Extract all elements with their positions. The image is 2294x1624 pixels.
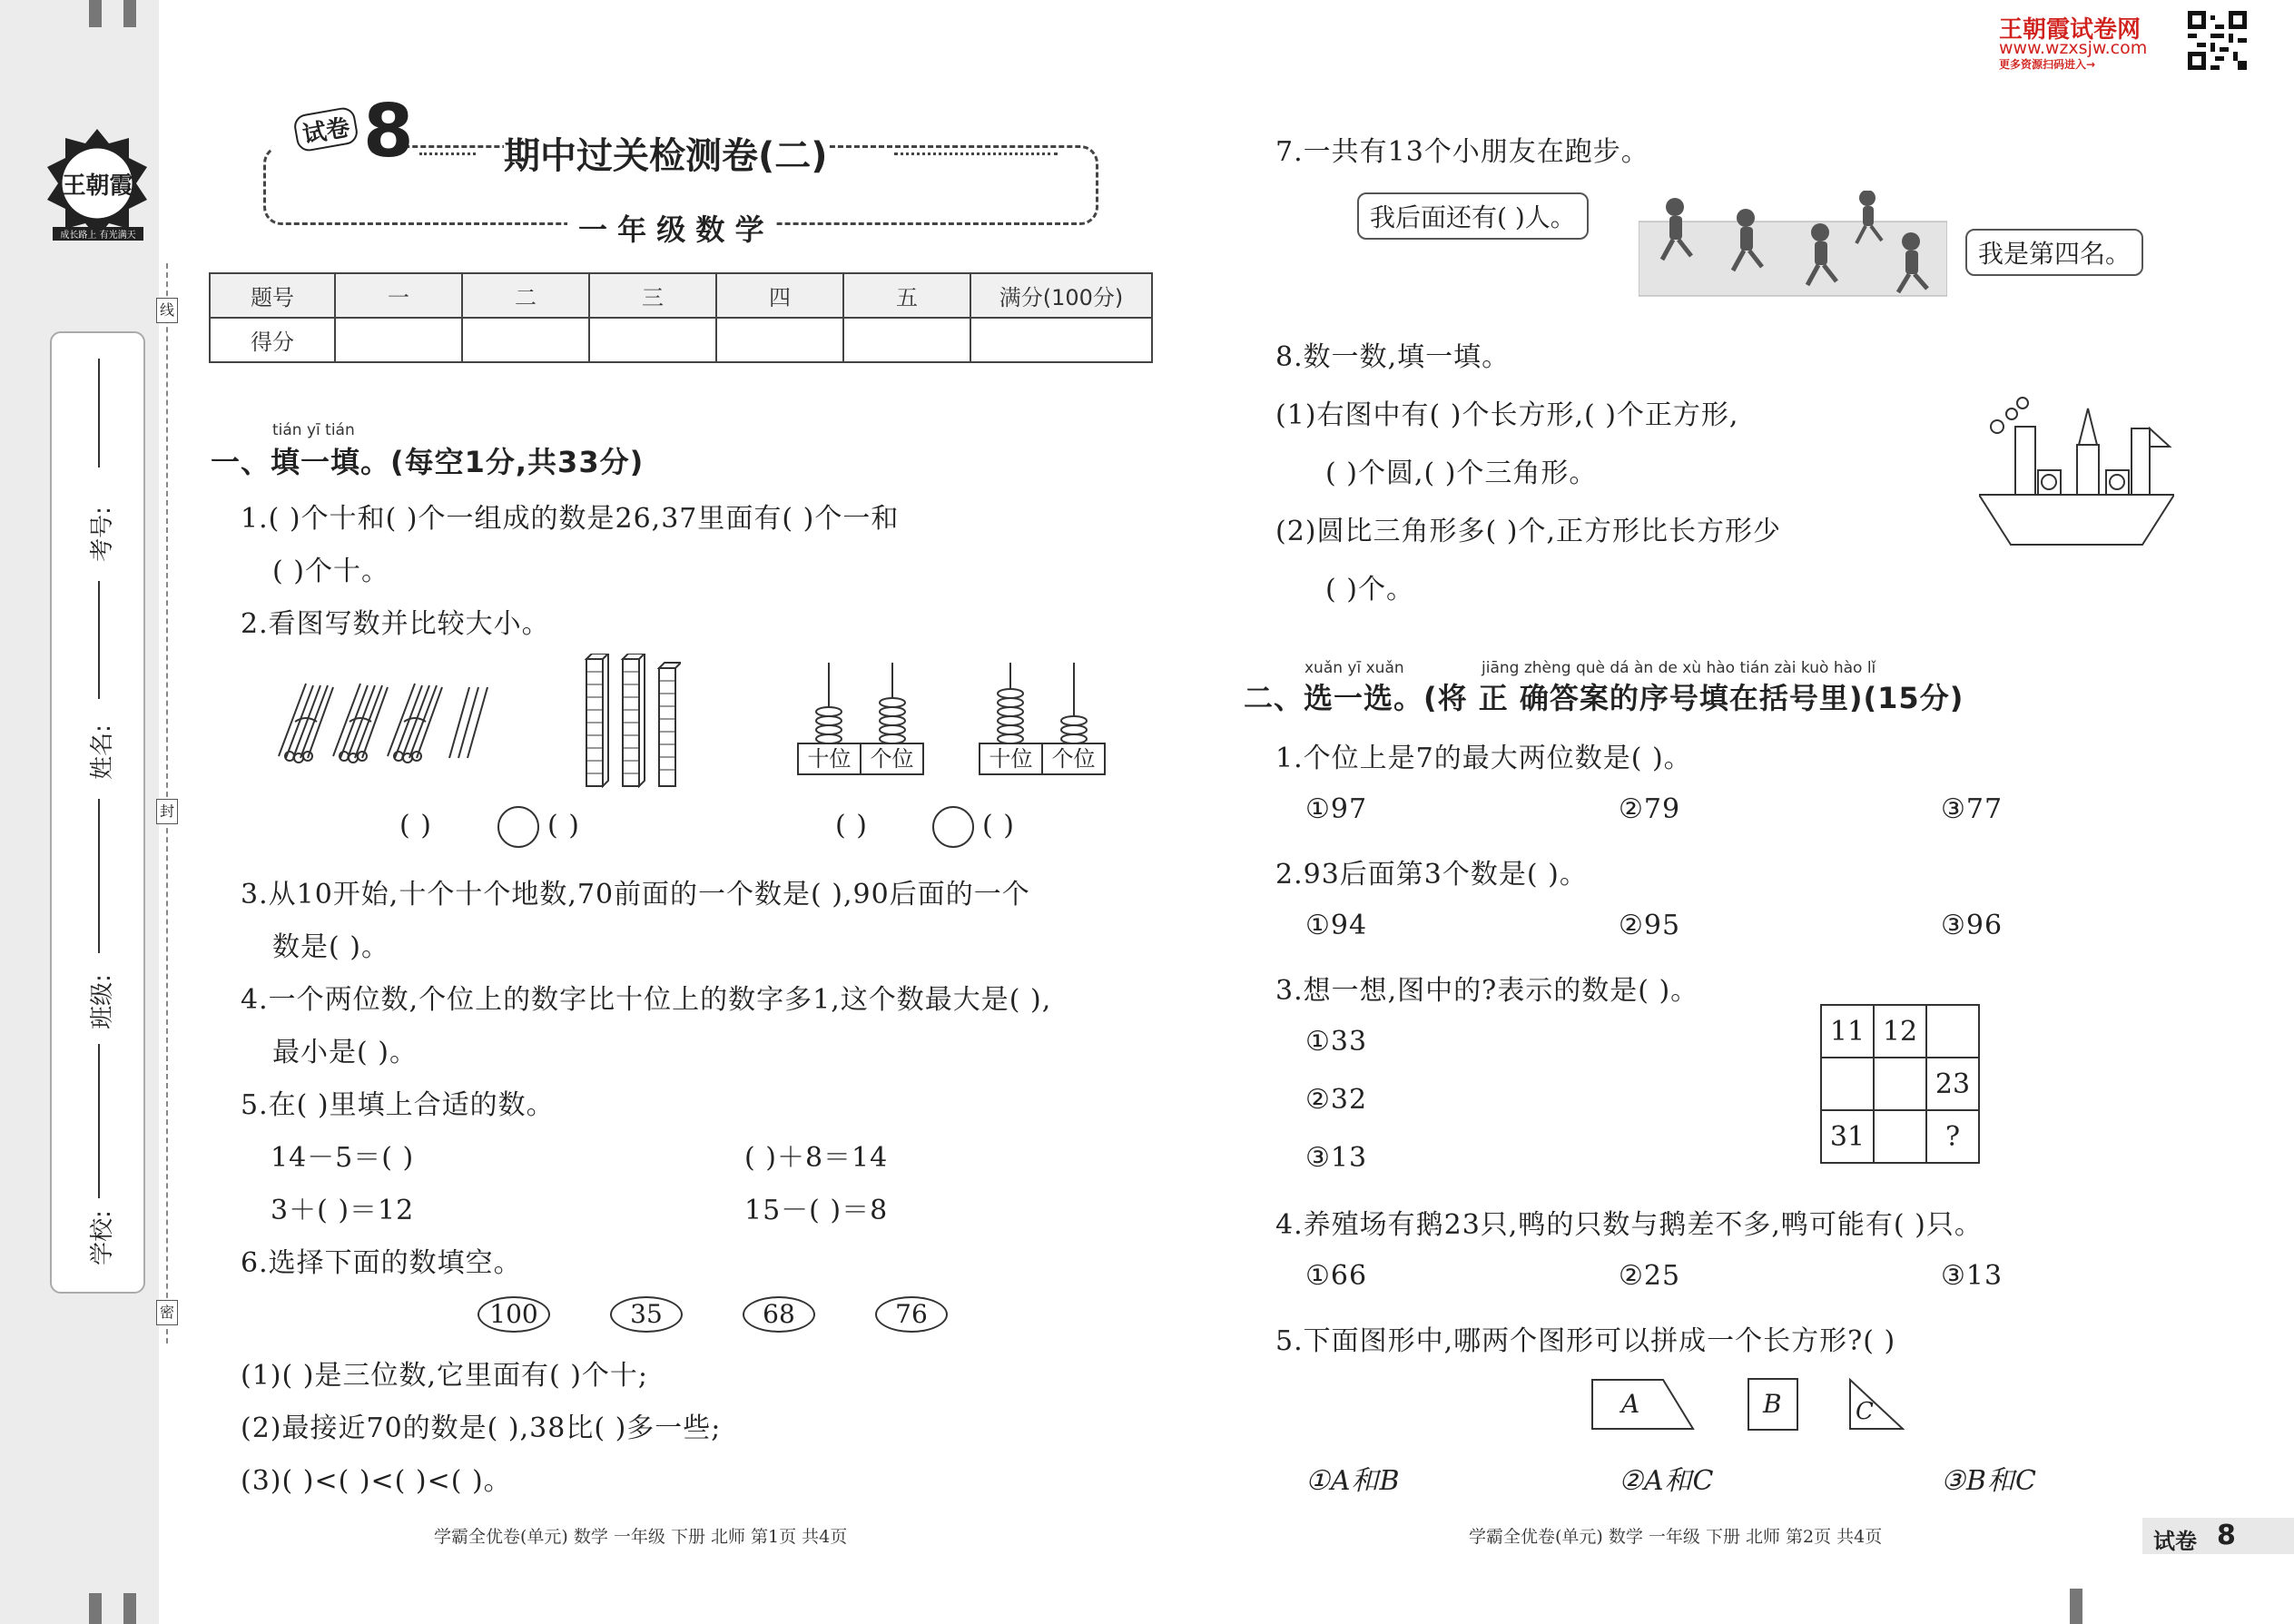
s2-q4-option[interactable]: ③13 (1941, 1260, 2004, 1292)
footer-left: 学霸全优卷(单元) 数学 一年级 下册 北师 第1页 共4页 (434, 1527, 848, 1547)
score-cell[interactable] (843, 318, 970, 362)
q1-line2: ( )个十。 (272, 556, 389, 587)
grid-cell: 12 (1874, 1005, 1926, 1058)
s2-q5-option[interactable]: ②A和C (1619, 1465, 1715, 1497)
q1-line1: 1.( )个十和( )个一组成的数是26,37里面有( )个一和 (241, 503, 900, 535)
page-tab-label: 试卷 (2153, 1529, 2197, 1554)
q5-equation-a: 14－5＝( ) (271, 1142, 415, 1174)
name-label: 姓名: (88, 724, 116, 780)
q6-part3: (3)( )<( )<( )<( )。 (241, 1465, 512, 1497)
qr-code-icon (2188, 11, 2247, 70)
score-header-cell: 题号 (210, 273, 335, 318)
paper-number: 8 (363, 89, 414, 173)
page-tab (2142, 1518, 2294, 1554)
paper-label: 试卷 (292, 105, 359, 153)
running-track-image (1639, 191, 1947, 300)
footer-right: 学霸全优卷(单元) 数学 一年级 下册 北师 第2页 共4页 (1469, 1527, 1883, 1547)
place-ten-label: 十位 (799, 744, 861, 773)
score-header-cell: 五 (843, 273, 970, 318)
place-one-label: 个位 (870, 746, 914, 772)
s2-q3-text: 3.想一想,图中的?表示的数是( )。 (1275, 975, 1699, 1007)
s2-q3-option[interactable]: ①33 (1305, 1026, 1368, 1058)
s2-q3-option[interactable]: ②32 (1305, 1084, 1368, 1116)
class-line (98, 799, 100, 953)
q2-text: 2.看图写数并比较大小。 (241, 608, 550, 640)
s2-q1-text: 1.个位上是7的最大两位数是( )。 (1275, 743, 1692, 774)
logo-text: 王朝霞 (62, 172, 133, 200)
score-table (209, 272, 1153, 363)
grid-row (1821, 1005, 1979, 1058)
score-cell[interactable] (335, 318, 462, 362)
section2-pinyin-b: jiāng zhèng què dá àn de xù hào tián zài kuò hào lǐ (1482, 659, 1876, 677)
score-table-header-row (210, 273, 1152, 318)
abacus-base (797, 743, 924, 775)
s2-q2-option[interactable]: ①94 (1305, 910, 1368, 941)
score-cell[interactable] (970, 318, 1152, 362)
s2-q5-option[interactable]: ①A和B (1305, 1465, 1401, 1497)
bottom-center-mark (2070, 1589, 2082, 1624)
score-table-score-row (210, 318, 1152, 362)
q8-text: 8.数一数,填一填。 (1275, 341, 1511, 373)
section1-heading: 一、填一填。(每空1分,共33分) (211, 445, 645, 479)
q8-part2-line1: (2)圆比三角形多( )个,正方形比长方形少 (1275, 516, 1781, 547)
score-cell[interactable] (589, 318, 716, 362)
exam-no-label: 考号: (88, 507, 116, 562)
s2-q4-text: 4.养殖场有鹅23只,鸭的只数与鹅差不多,鸭可能有( )只。 (1275, 1209, 1983, 1241)
title-dashes-right (894, 153, 1058, 155)
s2-q2-option[interactable]: ③96 (1941, 910, 2004, 941)
grid-cell (1821, 1058, 1874, 1110)
cube-columns-image (581, 654, 681, 790)
number-grid (1820, 1004, 1980, 1164)
compare-blank[interactable]: ( ) (547, 810, 580, 842)
score-cell[interactable] (716, 318, 843, 362)
page-title: 期中过关检测卷(二) (504, 127, 828, 179)
site-url: www.wzxsjw.com (1999, 38, 2148, 58)
grid-cell: 23 (1926, 1058, 1979, 1110)
grid-cell (1874, 1110, 1926, 1163)
page-subtitle: 一 年 级 数 学 (567, 207, 775, 249)
compare-blank[interactable]: ( ) (982, 810, 1015, 842)
score-header-cell: 四 (716, 273, 843, 318)
score-cell[interactable] (462, 318, 589, 362)
section1-pinyin: tián yī tián (272, 421, 355, 439)
grid-cell (1874, 1058, 1926, 1110)
top-marks (89, 0, 143, 27)
grid-cell (1926, 1005, 1979, 1058)
section2-heading: 二、选一选。(将 正 确答案的序号填在括号里)(15分) (1244, 681, 1964, 715)
seal-mark-line: 线 (156, 298, 178, 323)
grid-row (1821, 1058, 1979, 1110)
q5-equation-b: ( )＋8＝14 (744, 1142, 889, 1174)
shape-b (1748, 1378, 1798, 1431)
stick-bundles-image (268, 676, 495, 767)
site-name: 王朝霞试卷网 (1999, 16, 2141, 44)
s2-q2-option[interactable]: ②95 (1619, 910, 1681, 941)
exam-no-line (98, 359, 100, 468)
q6-text: 6.选择下面的数填空。 (241, 1247, 522, 1279)
grid-cell: 31 (1821, 1110, 1874, 1163)
logo-motto: 成长路上 有光满天 (53, 227, 143, 241)
s2-q4-option[interactable]: ②25 (1619, 1260, 1681, 1292)
number-oval: 68 (743, 1296, 815, 1333)
shape-c (1848, 1378, 1905, 1431)
compare-blank[interactable]: ( ) (835, 810, 868, 842)
score-header-cell: 满分(100分) (970, 273, 1152, 318)
abacus-base (979, 743, 1106, 775)
site-tip: 更多资源扫码进入→ (1999, 58, 2096, 71)
compare-circle[interactable] (497, 806, 539, 848)
s2-q5-text: 5.下面图形中,哪两个图形可以拼成一个长方形?( ) (1275, 1325, 1896, 1357)
q3-line2: 数是( )。 (272, 931, 389, 963)
q5-equation-d: 15－( )＝8 (744, 1195, 889, 1226)
score-header-cell: 三 (589, 273, 716, 318)
place-one-label: 个位 (1051, 746, 1096, 772)
bottom-marks (89, 1593, 143, 1624)
number-oval: 76 (875, 1296, 948, 1333)
number-oval: 35 (610, 1296, 683, 1333)
s2-q1-option[interactable]: ③77 (1941, 793, 2004, 825)
page-tab-number: 8 (2217, 1520, 2236, 1551)
school-line (98, 1044, 100, 1198)
q5-text: 5.在( )里填上合适的数。 (241, 1089, 555, 1121)
grid-cell: ? (1926, 1110, 1979, 1163)
q3-line1: 3.从10开始,十个十个地数,70前面的一个数是( ),90后面的一个 (241, 879, 1030, 910)
s2-q5-option[interactable]: ③B和C (1941, 1465, 2037, 1497)
s2-q4-option[interactable]: ①66 (1305, 1260, 1368, 1292)
q8-part2-line2: ( )个。 (1325, 574, 1414, 605)
grid-cell: 11 (1821, 1005, 1874, 1058)
title-dashes-left (419, 153, 476, 155)
score-header-cell: 一 (335, 273, 462, 318)
s2-q2-text: 2.93后面第3个数是( )。 (1275, 859, 1588, 891)
q7-text: 7.一共有13个小朋友在跑步。 (1275, 136, 1649, 168)
seal-mark-seal: 封 (156, 799, 178, 824)
shape-a (1590, 1378, 1695, 1431)
s2-q1-option[interactable]: ①97 (1305, 793, 1368, 825)
score-row-label: 得分 (210, 318, 335, 362)
shape-c-label: C (1856, 1398, 1874, 1425)
q5-equation-c: 3＋( )＝12 (271, 1195, 415, 1226)
compare-circle[interactable] (932, 806, 974, 848)
class-label: 班级: (88, 974, 116, 1029)
boat-shapes-image (1979, 390, 2174, 549)
q6-part1: (1)( )是三位数,它里面有( )个十; (241, 1360, 649, 1392)
grid-row (1821, 1110, 1979, 1163)
shape-a-label: A (1621, 1389, 1640, 1419)
speech-bubble-rank: 我是第四名。 (1965, 229, 2143, 276)
s2-q1-option[interactable]: ②79 (1619, 793, 1681, 825)
number-oval: 100 (478, 1296, 550, 1333)
s2-q3-option[interactable]: ③13 (1305, 1142, 1368, 1174)
shape-b-label: B (1763, 1389, 1782, 1419)
school-label: 学校: (88, 1210, 116, 1265)
section2-pinyin-a: xuǎn yī xuǎn (1305, 659, 1404, 677)
place-ten-label: 十位 (980, 744, 1043, 773)
brand-logo (45, 127, 150, 241)
compare-blank[interactable]: ( ) (399, 810, 432, 842)
score-header-cell: 二 (462, 273, 589, 318)
q4-line2: 最小是( )。 (272, 1037, 418, 1068)
q8-part1-line2: ( )个圆,( )个三角形。 (1325, 458, 1598, 489)
q8-part1-line1: (1)右图中有( )个长方形,( )个正方形, (1275, 399, 1739, 431)
q6-part2: (2)最接近70的数是( ),38比( )多一些; (241, 1412, 722, 1444)
abacus-1 (797, 663, 924, 776)
speech-bubble-behind: 我后面还有( )人。 (1357, 192, 1589, 240)
seal-mark-secret: 密 (156, 1300, 178, 1325)
q4-line1: 4.一个两位数,个位上的数字比十位上的数字多1,这个数最大是( ), (241, 984, 1052, 1016)
abacus-2 (979, 663, 1106, 776)
name-line (98, 581, 100, 699)
